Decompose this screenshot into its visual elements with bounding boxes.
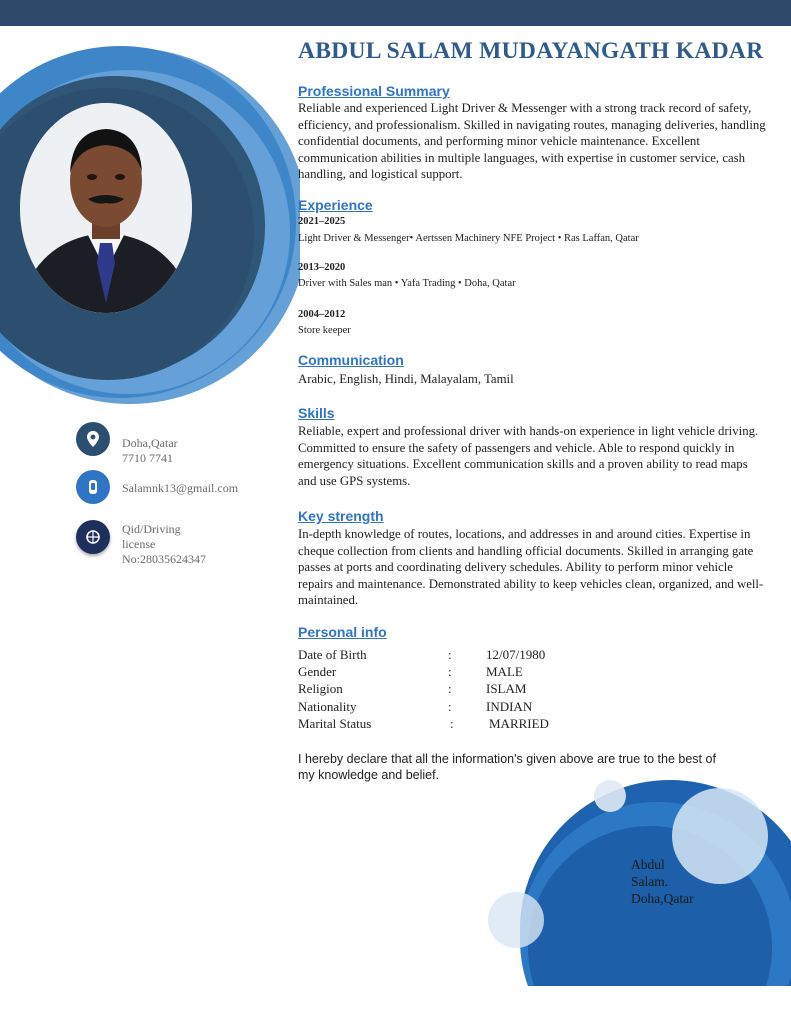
experience-years: 2013–2020 (298, 262, 346, 273)
id-number: No:28035624347 (122, 552, 206, 566)
info-colon: : (448, 647, 452, 662)
person-portrait-icon (20, 103, 192, 313)
id-label-line2: license (122, 537, 156, 551)
contact-id (76, 520, 206, 567)
experience-years: 2004–2012 (298, 309, 346, 320)
section-title-communication: Communication (298, 352, 404, 368)
personal-info-row (298, 681, 598, 698)
info-label: Marital Status (298, 716, 372, 731)
info-label: Date of Birth (298, 647, 367, 662)
info-value: MARRIED (489, 716, 549, 731)
map-pin-icon (76, 422, 110, 456)
experience-years: 2021–2025 (298, 216, 346, 227)
summary-text: Reliable and experienced Light Driver & Messenger with a strong track record of safety, efficiency, and professionalism. Skilled in navigating routes, managing deliveries, handling confidential documents, and performing minor vehicle maintenance. Excellent communication abilities in multiple languages, with expertise in customer service, cash handling, and logistical support. (298, 101, 766, 182)
info-colon: : (450, 716, 454, 731)
signoff-line: Salam. (631, 874, 669, 889)
info-value: 12/07/1980 (486, 647, 546, 662)
communication-text: Arabic, English, Hindi, Malayalam, Tamil (298, 372, 514, 386)
personal-info-row (298, 716, 598, 733)
candidate-name: ABDUL SALAM MUDAYANGATH KADAR (298, 38, 764, 64)
key-strength-text: In-depth knowledge of routes, locations, and addresses in and around cities. Expertise in cheque collection from clients and handling official documents. Skilled in arranging gate passes at ports and coordinating delivery schedules. Ability to perform minor vehicle repairs and maintenance. Demonstrated ability to keep vehicles clean, organized, and well-maintained. (298, 527, 764, 608)
personal-info-row (298, 699, 598, 716)
profile-photo (20, 103, 192, 313)
email-address[interactable]: Salamnk13@gmail.com (122, 481, 239, 495)
signoff-block (631, 856, 694, 907)
section-title-personal-info: Personal info (298, 624, 387, 640)
experience-description: Driver with Sales man • Yafa Trading • Doha, Qatar (298, 278, 516, 289)
section-title-summary: Professional Summary (298, 83, 450, 99)
personal-info-row (298, 664, 598, 681)
location-text: Doha,Qatar (122, 436, 178, 450)
section-title-key-strength: Key strength (298, 508, 384, 524)
info-value: MALE (486, 664, 523, 679)
id-label-line1: Qid/Driving (122, 522, 181, 536)
signoff-line: Abdul (631, 857, 665, 872)
personal-info-row (298, 647, 598, 664)
experience-description: Store keeper (298, 325, 351, 336)
info-value: INDIAN (486, 699, 533, 714)
signoff-line: Doha,Qatar (631, 891, 694, 906)
contact-email (76, 470, 238, 504)
info-label: Nationality (298, 699, 357, 714)
info-label: Religion (298, 681, 343, 696)
info-colon: : (448, 699, 452, 714)
section-title-experience: Experience (298, 197, 373, 213)
declaration-text: I hereby declare that all the information's given above are true to the best of my knowledge and belief. (298, 752, 716, 782)
phone-icon (76, 470, 110, 504)
top-header-bar (0, 0, 791, 26)
info-value: ISLAM (486, 681, 527, 696)
info-colon: : (448, 664, 452, 679)
experience-description: Light Driver & Messenger• Aertssen Machinery NFE Project • Ras Laffan, Qatar (298, 233, 639, 244)
id-badge-icon (76, 520, 110, 554)
info-label: Gender (298, 664, 337, 679)
phone-number: 7710 7741 (122, 451, 173, 465)
section-title-skills: Skills (298, 405, 335, 421)
skills-text: Reliable, expert and professional driver with hands-on experience in light vehicle driving. Committed to ensure the safety of passengers and vehicle. Able to respond quickly in emergency situations. Excellent communication skills and a proven ability to read maps and use GPS systems. (298, 424, 759, 488)
contact-location (76, 422, 178, 466)
info-colon: : (448, 681, 452, 696)
